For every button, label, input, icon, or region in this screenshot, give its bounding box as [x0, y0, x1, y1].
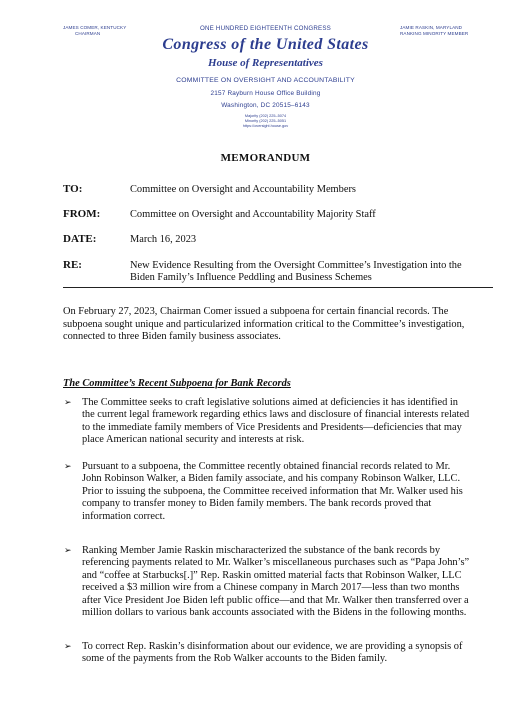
intro-line: connected to three Biden family business associates.	[63, 331, 281, 343]
bullet-line: Ranking Member Jamie Raskin mischaracterized the substance of the bank records by	[82, 545, 441, 556]
to-label: TO:	[63, 183, 83, 195]
bullet-line: referencing payments related to Mr. Walker’s miscellaneous purchases such as “Papa John’s”	[82, 557, 470, 569]
section-heading: The Committee’s Recent Subpoena for Bank Records	[63, 378, 291, 389]
bullet-line: John Robinson Walker, a Biden family associate, and his company Robinson Walker, LLC.	[82, 473, 461, 485]
website-link[interactable]: https://oversight.house.gov	[242, 123, 289, 128]
re-value	[130, 260, 500, 284]
phone-majority: Majority (202) 225–5074	[244, 114, 287, 118]
bullet-item	[82, 545, 494, 619]
ranking-member-name: JAMIE RASKIN, MARYLAND	[400, 25, 463, 30]
bullet-line: some of the payments from the Rob Walker accounts to the Biden family.	[82, 653, 388, 665]
memo-title: MEMORANDUM	[220, 152, 311, 164]
bullet-item	[82, 641, 494, 666]
arrow-bullet-icon: ➢	[64, 398, 72, 408]
arrow-bullet-icon: ➢	[64, 462, 72, 472]
contact-block	[0, 114, 531, 128]
address-line-1: 2157 Rayburn House Office Building	[210, 90, 321, 97]
bullet-line: million dollars to various bank accounts associated with the Bidens in the following months.	[82, 607, 467, 619]
bullet-line: To correct Rep. Raskin’s disinformation about our evidence, we are providing a synopsis of	[82, 641, 463, 652]
bullet-line: The Committee seeks to craft legislative solutions aimed at deficiencies it has identified in	[82, 397, 458, 408]
chairman-name: JAMES COMER, KENTUCKY	[63, 25, 127, 30]
intro-paragraph	[63, 306, 493, 344]
arrow-bullet-icon: ➢	[64, 642, 72, 652]
committee-name: COMMITTEE ON OVERSIGHT AND ACCOUNTABILITY	[176, 77, 355, 84]
from-value: Committee on Oversight and Accountability Majority Staff	[130, 209, 376, 220]
date-value: March 16, 2023	[130, 234, 197, 245]
bullet-line: Prior to issuing the subpoena, the Committee received information that Mr. Walker used his	[82, 485, 463, 497]
congress-number: ONE HUNDRED EIGHTEENTH CONGRESS	[200, 25, 331, 32]
intro-line: On February 27, 2023, Chairman Comer issued a subpoena for certain financial records. The	[63, 306, 449, 317]
intro-line: subpoena sought unique and particularized information critical to the Committee’s investigation,	[63, 318, 465, 330]
bullet-line: information correct.	[82, 510, 166, 522]
phone-minority: Minority (202) 225–5051	[244, 118, 287, 123]
re-label: RE:	[63, 259, 82, 271]
bullet-line: place American national security and interests at risk.	[82, 434, 305, 446]
address-line-2: Washington, DC 20515–6143	[221, 102, 310, 109]
from-label: FROM:	[63, 208, 101, 220]
re-line: Biden Family’s Influence Peddling and Business Schemes	[130, 272, 372, 283]
bullet-item	[82, 397, 494, 447]
header-divider	[63, 287, 493, 288]
bullet-line: after Vice President Joe Biden left public office—and that Mr. Walker then transferred over a	[82, 594, 469, 606]
house-title: House of Representatives	[208, 57, 323, 69]
date-label: DATE:	[63, 233, 97, 245]
bullet-item	[82, 461, 494, 523]
bullet-line: the current legal framework regarding ethics laws and disclosure of financial interests related	[82, 409, 470, 421]
bullet-line: company to transfer money to Biden family members. The bank records proved that	[82, 498, 432, 510]
to-value: Committee on Oversight and Accountability Members	[130, 184, 356, 195]
arrow-bullet-icon: ➢	[64, 546, 72, 556]
bullet-line: received a $3 million wire from a Chinese company in March 2017—less than two months	[82, 582, 460, 594]
bullet-line: and “coffee at Starbucks[.]” Rep. Raskin omitted material facts that Robinson Walker, LLC	[82, 569, 462, 581]
congress-title: Congress of the United States	[162, 36, 369, 53]
chairman-title: CHAIRMAN	[75, 30, 101, 36]
bullet-line: to the immediate family members of Vice Presidents and Presidents—deficiencies that may	[82, 421, 462, 433]
ranking-member-title: RANKING MINORITY MEMBER	[400, 30, 469, 36]
bullet-line: Pursuant to a subpoena, the Committee recently obtained financial records related to Mr.	[82, 461, 451, 472]
re-line: New Evidence Resulting from the Oversight Committee’s Investigation into the	[130, 260, 462, 271]
